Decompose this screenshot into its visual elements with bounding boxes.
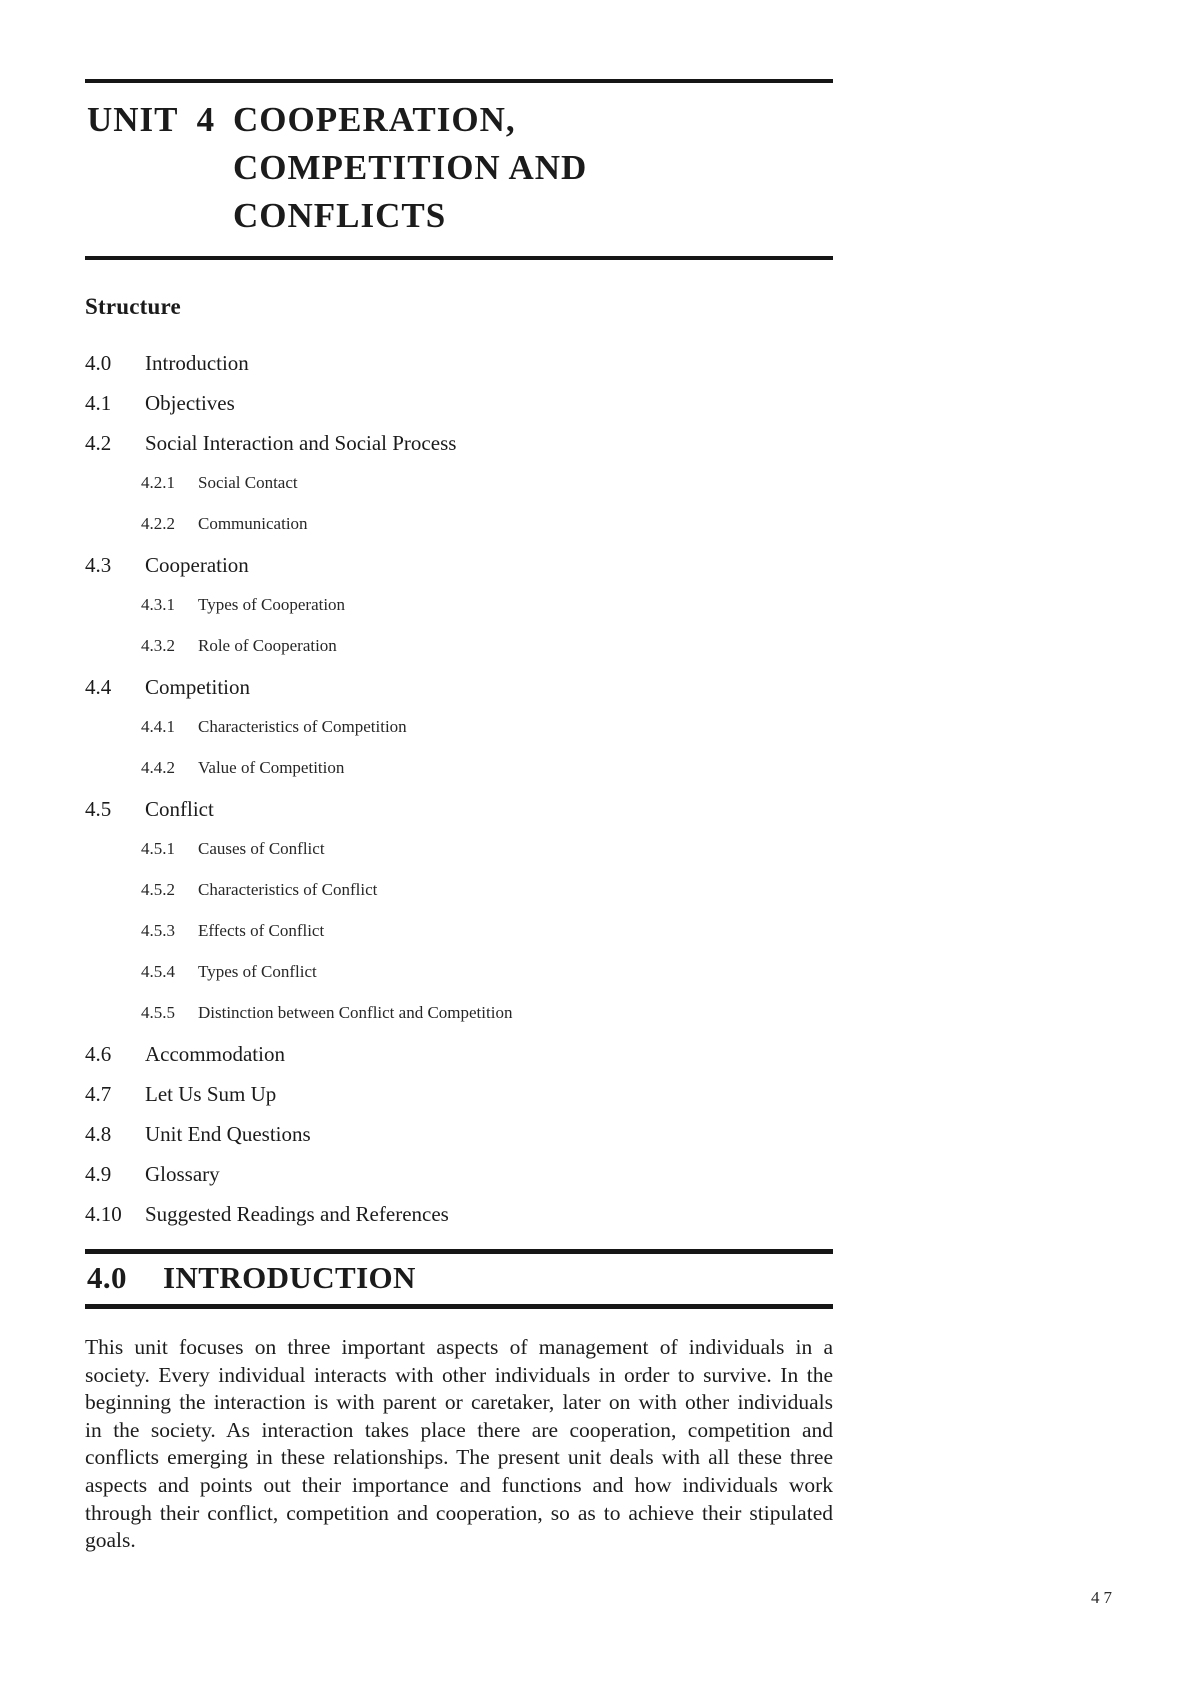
toc-item <box>85 1042 833 1082</box>
toc-item-number: 4.4.2 <box>141 758 175 777</box>
toc-item-label: Introduction <box>145 351 249 375</box>
title-rule-bottom <box>85 256 833 260</box>
toc-item-label: Characteristics of Competition <box>198 717 407 736</box>
unit-title-line-3: CONFLICTS <box>233 196 447 235</box>
toc-item-number: 4.5.4 <box>141 962 175 981</box>
section-label: INTRODUCTION <box>163 1260 416 1295</box>
toc-subitem <box>85 472 833 512</box>
toc-item-number: 4.4 <box>85 675 112 699</box>
toc-item-number: 4.10 <box>85 1202 122 1226</box>
unit-header <box>85 79 833 260</box>
toc-item-label: Social Contact <box>198 473 298 492</box>
unit-title-line-2: COMPETITION AND <box>233 148 588 187</box>
toc-subitem <box>85 838 833 878</box>
toc-item <box>85 675 833 715</box>
toc-item-number: 4.9 <box>85 1162 112 1186</box>
toc-item-number: 4.5.5 <box>141 1003 175 1022</box>
section-number: 4.0 <box>87 1260 127 1295</box>
content-column <box>85 0 833 1555</box>
toc-item-number: 4.1 <box>85 391 112 415</box>
toc-item <box>85 351 833 391</box>
toc-item-number: 4.5.3 <box>141 921 175 940</box>
toc-item-label: Unit End Questions <box>145 1122 311 1146</box>
toc-item-number: 4.7 <box>85 1082 112 1106</box>
unit-title-line-1: COOPERATION, <box>233 100 516 139</box>
toc-item <box>85 1202 833 1242</box>
toc-item-label: Value of Competition <box>198 758 345 777</box>
toc-item-label: Objectives <box>145 391 235 415</box>
toc-item-label: Role of Cooperation <box>198 636 337 655</box>
toc-item-label: Suggested Readings and References <box>145 1202 449 1226</box>
toc-subitem <box>85 757 833 797</box>
section-title <box>85 1254 833 1304</box>
toc-item-label: Communication <box>198 514 308 533</box>
toc-item-label: Conflict <box>145 797 214 821</box>
toc-item-label: Cooperation <box>145 553 249 577</box>
toc-item-label: Effects of Conflict <box>198 921 325 940</box>
toc-item <box>85 1162 833 1202</box>
toc-item-number: 4.3.2 <box>141 636 175 655</box>
toc-item-number: 4.2.2 <box>141 514 175 533</box>
toc-subitem <box>85 594 833 634</box>
toc-item-label: Distinction between Conflict and Competition <box>198 1003 513 1022</box>
toc-item-label: Accommodation <box>145 1042 285 1066</box>
toc-subitem <box>85 513 833 553</box>
structure-heading: Structure <box>85 294 181 319</box>
toc-item-label: Characteristics of Conflict <box>198 880 378 899</box>
unit-title-text <box>233 96 587 240</box>
toc-subitem <box>85 961 833 1001</box>
section-heading-introduction <box>85 1249 833 1309</box>
toc-item-label: Social Interaction and Social Process <box>145 431 457 455</box>
toc-item-number: 4.3 <box>85 553 112 577</box>
toc-item <box>85 797 833 837</box>
toc-item-number: 4.8 <box>85 1122 112 1146</box>
table-of-contents <box>85 351 833 1242</box>
toc-item <box>85 431 833 471</box>
unit-title <box>85 83 833 256</box>
toc-item-number: 4.2.1 <box>141 473 175 492</box>
toc-item-number: 4.2 <box>85 431 112 455</box>
unit-number: UNIT 4 <box>87 100 216 139</box>
toc-item-label: Competition <box>145 675 250 699</box>
toc-item-number: 4.5.1 <box>141 839 175 858</box>
toc-subitem <box>85 635 833 675</box>
toc-item <box>85 391 833 431</box>
toc-item-label: Glossary <box>145 1162 220 1186</box>
toc-item-number: 4.6 <box>85 1042 112 1066</box>
toc-item <box>85 1122 833 1162</box>
toc-subitem <box>85 920 833 960</box>
page-number: 47 <box>1091 1588 1116 1607</box>
toc-subitem <box>85 1002 833 1042</box>
toc-item <box>85 1082 833 1122</box>
toc-item-label: Let Us Sum Up <box>145 1082 277 1106</box>
toc-subitem <box>85 716 833 756</box>
introduction-paragraph: This unit focuses on three important aspects of management of individuals in a society. Every individual interacts with other individuals in order to survive. In the beginning the interaction is with parent or caretaker, later on with other individuals in the society. As interaction takes place there are cooperation, competition and conflicts emerging in these relationships. The present unit deals with all these three aspects and points out their importance and functions and how individuals work through their conflict, competition and cooperation, so as to achieve their stipulated goals. <box>85 1335 833 1553</box>
toc-item-label: Causes of Conflict <box>198 839 325 858</box>
toc-item <box>85 553 833 593</box>
toc-item-number: 4.0 <box>85 351 112 375</box>
toc-item-number: 4.4.1 <box>141 717 175 736</box>
toc-subitem <box>85 879 833 919</box>
toc-item-number: 4.5.2 <box>141 880 175 899</box>
toc-item-number: 4.5 <box>85 797 112 821</box>
toc-item-number: 4.3.1 <box>141 595 175 614</box>
section-rule-bottom <box>85 1304 833 1309</box>
toc-item-label: Types of Cooperation <box>198 595 346 614</box>
toc-item-label: Types of Conflict <box>198 962 317 981</box>
